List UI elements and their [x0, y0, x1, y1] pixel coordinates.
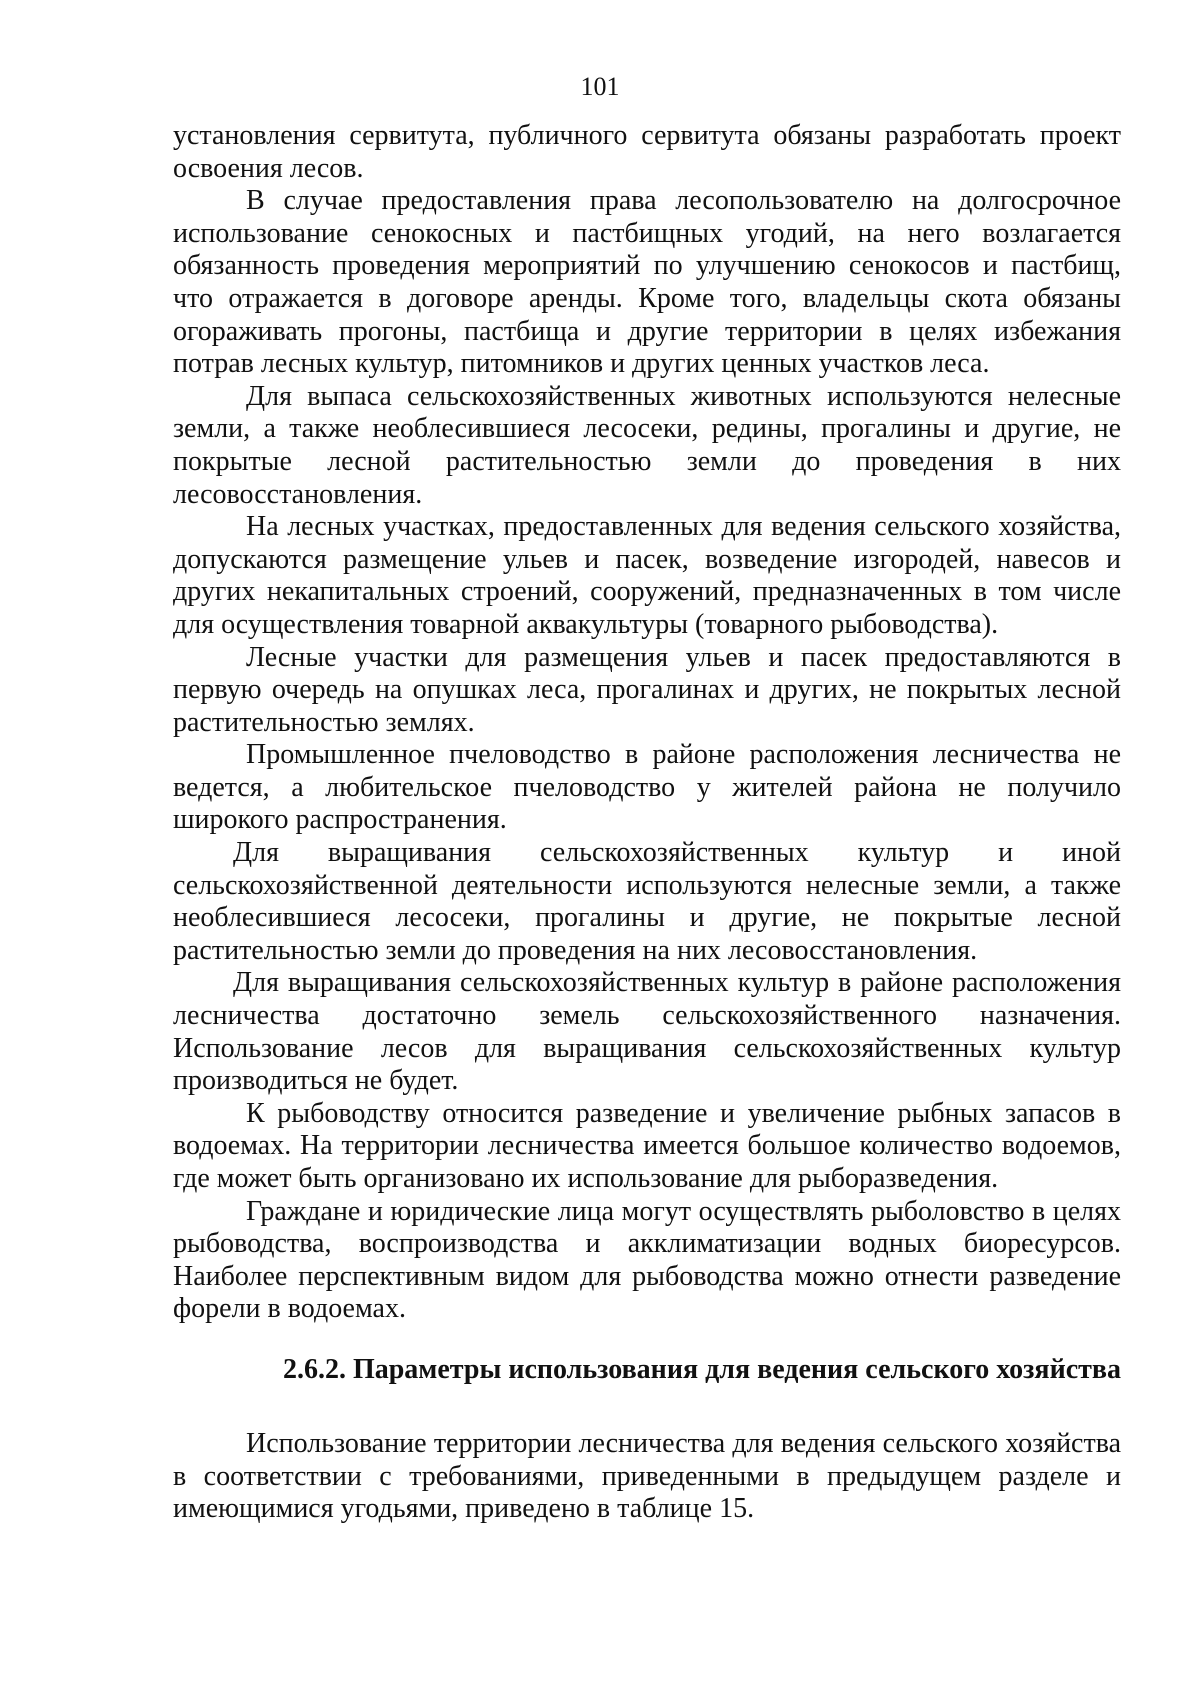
paragraph-8: Для выращивания сельскохозяйственных культур в районе расположения лесничества достаточно земель сельскохозяйственного назначения. Использование лесов для выращивания сельскохозяйственных культур производиться не будет.	[173, 967, 1121, 1097]
paragraph-9: К рыбоводству относится разведение и увеличение рыбных запасов в водоемах. На территории лесничества имеется большое количество водоемов, где может быть организовано их использование для рыборазведения.	[173, 1097, 1121, 1194]
paragraph-6: Промышленное пчеловодство в районе расположения лесничества не ведется, а любительское пчеловодство у жителей района не получило широкого распространения.	[173, 739, 1121, 836]
paragraph-10: Граждане и юридические лица могут осуществлять рыболовство в целях рыбоводства, воспроизводства и акклиматизации водных биоресурсов. Наиболее перспективным видом для рыбоводства можно отнести разведение форели в водоемах.	[173, 1195, 1121, 1325]
final-text	[173, 1428, 1121, 1526]
section-heading: 2.6.2. Параметры использования для ведения сельского хозяйства	[282, 1354, 1121, 1385]
paragraph-2: В случае предоставления права лесопользователю на долгосрочное использование сенокосных и пастбищных угодий, на него возлагается обязанность проведения мероприятий по улучшению сенокосов и пастбищ, что отражается в договоре аренды. Кроме того, владельцы скота обязаны огораживать прогоны, пастбища и другие территории в целях избежания потрав лесных культур, питомников и других ценных участков леса.	[173, 185, 1121, 380]
body-text	[173, 120, 1121, 1326]
paragraph-3: Для выпаса сельскохозяйственных животных используются нелесные земли, а также необлесившиеся лесосеки, редины, прогалины и другие, не покрытые лесной растительностью земли до проведения в них лесовосстановления.	[173, 380, 1121, 510]
final-paragraph: Использование территории лесничества для ведения сельского хозяйства в соответствии с требованиями, приведенными в предыдущем разделе и имеющимися угодьями, приведено в таблице 15.	[173, 1428, 1121, 1525]
paragraph-7: Для выращивания сельскохозяйственных культур и иной сельскохозяйственной деятельности используются нелесные земли, а также необлесившиеся лесосеки, прогалины и другие, не покрытые лесной растительностью земли до проведения на них лесовосстановления.	[173, 837, 1121, 966]
page-number: 101	[580, 72, 620, 101]
paragraph-4: На лесных участках, предоставленных для ведения сельского хозяйства, допускаются размещение ульев и пасек, возведение изгородей, навесов и других некапитальных строений, сооружений, предназначенных в том числе для осуществления товарной аквакультуры (товарного рыбоводства).	[173, 511, 1121, 640]
paragraph-5: Лесные участки для размещения ульев и пасек предоставляются в первую очередь на опушках леса, прогалинах и других, не покрытых лесной растительностью землях.	[173, 641, 1121, 738]
paragraph-1: установления сервитута, публичного сервитута обязаны разработать проект освоения лесов.	[173, 120, 1121, 184]
